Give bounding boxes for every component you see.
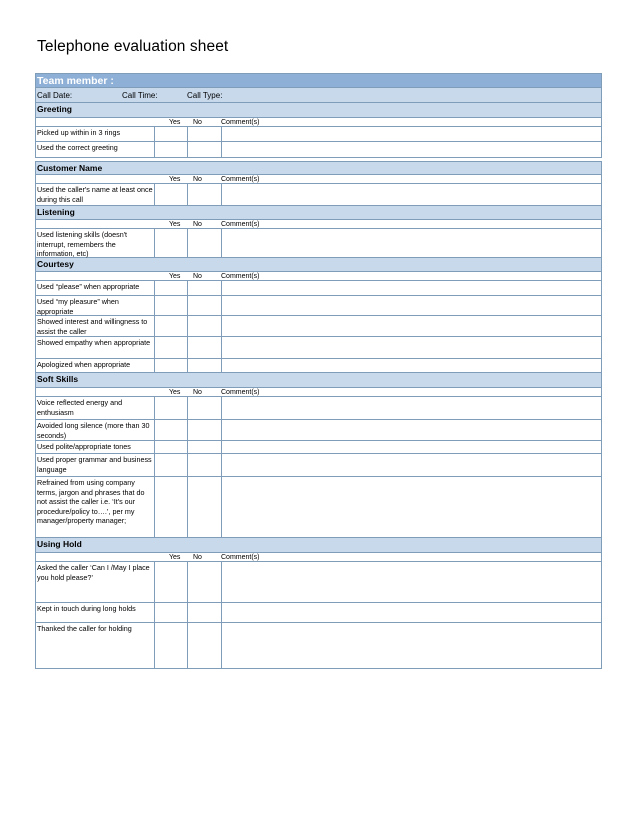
no-header: No	[193, 119, 202, 126]
comment-cell[interactable]	[221, 441, 601, 453]
comment-cell[interactable]	[221, 454, 601, 476]
criterion-label: Showed empathy when appropriate	[37, 338, 151, 347]
comment-cell[interactable]	[221, 359, 601, 372]
courtesy-column-header	[35, 272, 602, 281]
criterion-label: Picked up within in 3 rings	[37, 128, 121, 137]
yes-cell[interactable]	[154, 454, 187, 476]
yes-header: Yes	[169, 221, 181, 228]
table-row	[35, 184, 602, 206]
call-date-label[interactable]: Call Date:	[37, 91, 73, 100]
using-hold-column-header	[35, 553, 602, 562]
yes-cell[interactable]	[154, 229, 187, 257]
no-cell[interactable]	[187, 229, 221, 257]
no-header: No	[193, 389, 202, 396]
team-member-label: Team member :	[37, 75, 114, 87]
no-cell[interactable]	[187, 281, 221, 295]
no-cell[interactable]	[187, 454, 221, 476]
criterion-label: Voice reflected energy and enthusiasm	[37, 398, 123, 417]
table-row	[35, 229, 602, 258]
yes-cell[interactable]	[154, 441, 187, 453]
table-row	[35, 337, 602, 359]
yes-cell[interactable]	[154, 562, 187, 602]
criterion-label: Used the caller's name at least once during this call	[37, 185, 153, 204]
no-cell[interactable]	[187, 184, 221, 205]
no-header: No	[193, 273, 202, 280]
yes-header: Yes	[169, 273, 181, 280]
table-row	[35, 281, 602, 296]
no-cell[interactable]	[187, 562, 221, 602]
comment-cell[interactable]	[221, 296, 601, 315]
criterion-label: Used polite/appropriate tones	[37, 442, 131, 451]
comments-header: Comment(s)	[221, 273, 260, 280]
criterion-label: Asked the caller ‘Can I /May I place you hold please?’	[37, 563, 150, 582]
call-time-label[interactable]: Call Time:	[122, 91, 158, 100]
yes-header: Yes	[169, 389, 181, 396]
section-customer-name-header	[35, 161, 602, 175]
yes-cell[interactable]	[154, 397, 187, 419]
yes-cell[interactable]	[154, 359, 187, 372]
call-info-row	[35, 88, 602, 103]
yes-header: Yes	[169, 554, 181, 561]
no-cell[interactable]	[187, 420, 221, 440]
page-title: Telephone evaluation sheet	[37, 38, 229, 55]
section-title: Greeting	[37, 104, 72, 114]
table-row	[35, 397, 602, 420]
criterion-label: Used “my pleasure” when appropriate	[37, 297, 119, 316]
customer-name-column-header	[35, 175, 602, 184]
section-title: Courtesy	[37, 259, 74, 269]
criterion-label: Avoided long silence (more than 30 seconds)	[37, 421, 150, 440]
yes-cell[interactable]	[154, 420, 187, 440]
comment-cell[interactable]	[221, 127, 601, 141]
table-row	[35, 441, 602, 454]
section-title: Soft Skills	[37, 374, 79, 384]
section-listening-header	[35, 206, 602, 220]
soft-skills-column-header	[35, 388, 602, 397]
comment-cell[interactable]	[221, 603, 601, 622]
section-soft-skills-header	[35, 373, 602, 388]
no-cell[interactable]	[187, 359, 221, 372]
table-row	[35, 296, 602, 316]
comments-header: Comment(s)	[221, 389, 260, 396]
table-row	[35, 454, 602, 477]
no-cell[interactable]	[187, 477, 221, 537]
yes-header: Yes	[169, 119, 181, 126]
no-cell[interactable]	[187, 441, 221, 453]
table-row	[35, 477, 602, 538]
comment-cell[interactable]	[221, 229, 601, 257]
yes-cell[interactable]	[154, 337, 187, 358]
yes-cell[interactable]	[154, 603, 187, 622]
yes-cell[interactable]	[154, 623, 187, 668]
criterion-label: Used proper grammar and business language	[37, 455, 152, 474]
greeting-column-header	[35, 118, 602, 127]
no-header: No	[193, 554, 202, 561]
comment-cell[interactable]	[221, 623, 601, 668]
table-row	[35, 623, 602, 669]
criterion-label: Refrained from using company terms, jargon and phrases that do not assist the caller i.e. ‘It's our procedure/policy to….’, per my manager/property manager;	[37, 478, 145, 525]
comment-cell[interactable]	[221, 184, 601, 205]
comment-cell[interactable]	[221, 281, 601, 295]
section-title: Listening	[37, 207, 75, 217]
yes-cell[interactable]	[154, 477, 187, 537]
criterion-label: Used the correct greeting	[37, 143, 118, 152]
comment-cell[interactable]	[221, 397, 601, 419]
no-header: No	[193, 176, 202, 183]
no-cell[interactable]	[187, 397, 221, 419]
yes-cell[interactable]	[154, 281, 187, 295]
call-type-label[interactable]: Call Type:	[187, 91, 223, 100]
yes-cell[interactable]	[154, 184, 187, 205]
comment-cell[interactable]	[221, 316, 601, 336]
comments-header: Comment(s)	[221, 119, 260, 126]
yes-cell[interactable]	[154, 142, 187, 157]
yes-cell[interactable]	[154, 316, 187, 336]
criterion-label: Apologized when appropriate	[37, 360, 131, 369]
section-title: Using Hold	[37, 539, 82, 549]
section-courtesy-header	[35, 258, 602, 272]
no-cell[interactable]	[187, 127, 221, 141]
table-row	[35, 142, 602, 158]
comment-cell[interactable]	[221, 420, 601, 440]
no-cell[interactable]	[187, 337, 221, 358]
table-row	[35, 127, 602, 142]
no-cell[interactable]	[187, 603, 221, 622]
team-member-header[interactable]	[35, 73, 602, 88]
section-using-hold-header	[35, 538, 602, 553]
listening-column-header	[35, 220, 602, 229]
yes-header: Yes	[169, 176, 181, 183]
evaluation-form	[35, 73, 602, 669]
section-greeting-header	[35, 103, 602, 118]
no-header: No	[193, 221, 202, 228]
comment-cell[interactable]	[221, 562, 601, 602]
table-row	[35, 316, 602, 337]
criterion-label: Showed interest and willingness to assist the caller	[37, 317, 148, 336]
comment-cell[interactable]	[221, 142, 601, 157]
comments-header: Comment(s)	[221, 221, 260, 228]
comments-header: Comment(s)	[221, 554, 260, 561]
yes-cell[interactable]	[154, 127, 187, 141]
no-cell[interactable]	[187, 142, 221, 157]
no-cell[interactable]	[187, 316, 221, 336]
table-row	[35, 359, 602, 373]
section-title: Customer Name	[37, 163, 103, 173]
comment-cell[interactable]	[221, 477, 601, 537]
criterion-label: Used “please” when appropriate	[37, 282, 140, 291]
table-row	[35, 603, 602, 623]
table-row	[35, 420, 602, 441]
criterion-label: Used listening skills (doesn't interrupt, remembers the information, etc)	[37, 230, 128, 258]
comment-cell[interactable]	[221, 337, 601, 358]
criterion-label: Kept in touch during long holds	[37, 604, 136, 613]
no-cell[interactable]	[187, 296, 221, 315]
no-cell[interactable]	[187, 623, 221, 668]
criterion-label: Thanked the caller for holding	[37, 624, 132, 633]
table-row	[35, 562, 602, 603]
yes-cell[interactable]	[154, 296, 187, 315]
comments-header: Comment(s)	[221, 176, 260, 183]
